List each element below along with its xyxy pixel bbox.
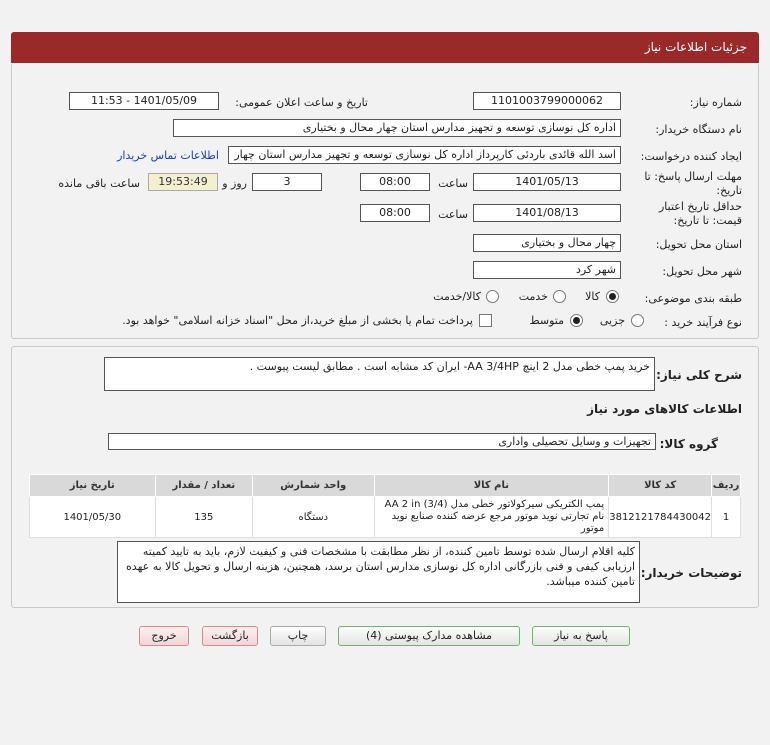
cell-row: 1	[712, 497, 741, 538]
remaining-label: ساعت باقی مانده	[58, 177, 140, 190]
back-button[interactable]: بازگشت	[202, 626, 258, 646]
buyer-notes-field: کلیه اقلام ارسال شده توسط تامین کننده، از نظر مطابقت با مشخصات فنی و کیفیت لازم، باید به تایید کمیته ارزیابی کیفی و فنی بازرگانی اداره کل نوسازی مدارس استان برسد، همچنین، هزینه ارسال و تحویل کالا به عهده تامین کننده میباشد.	[117, 541, 640, 603]
process-radio-medium[interactable]	[570, 314, 583, 327]
announce-field[interactable]: 1401/05/09 - 11:53	[69, 92, 219, 110]
category-radio-goods[interactable]	[606, 290, 619, 303]
creator-label: ایجاد کننده درخواست:	[640, 150, 742, 163]
col-unit: واحد شمارش	[253, 475, 374, 497]
cell-name: پمپ الکتریکی سیرکولاتور خطی مدل AA 2 in (3/4) نام تجارتی نوید موتور مرجع عرضه کننده صنایع نوید موتور	[374, 497, 609, 538]
process-label: نوع فرآیند خرید :	[664, 316, 742, 329]
description-label: شرح کلی نیاز:	[656, 368, 742, 382]
col-date: تاریخ نیاز	[30, 475, 156, 497]
contact-buyer-link[interactable]: اطلاعات تماس خریدار	[117, 149, 219, 162]
buyer-org-label: نام دستگاه خریدار:	[655, 123, 742, 136]
remaining-time-field: 19:53:49	[148, 173, 218, 191]
validity-date-field[interactable]: 1401/08/13	[473, 204, 621, 222]
payment-note: پرداخت تمام یا بخشی از مبلغ خرید،از محل "اسناد خزانه اسلامی" خواهد بود.	[122, 314, 473, 327]
print-button[interactable]: چاپ	[270, 626, 326, 646]
deadline-label-1: مهلت ارسال پاسخ: تا	[644, 170, 742, 183]
province-field[interactable]: چهار محال و بختیاری	[473, 234, 621, 252]
category-label: طبقه بندی موضوعی:	[644, 292, 742, 305]
buyer-org-field[interactable]: اداره کل نوسازی توسعه و تجهیز مدارس استان چهار محال و بختیاری	[173, 119, 621, 137]
validity-label-1: حداقل تاریخ اعتبار	[658, 200, 742, 213]
category-option-service: خدمت	[518, 290, 548, 303]
cell-qty: 135	[155, 497, 253, 538]
deadline-time-label: ساعت	[438, 177, 468, 190]
days-field[interactable]: 3	[252, 173, 322, 191]
deadline-time-field[interactable]: 08:00	[360, 173, 430, 191]
city-field[interactable]: شهر کرد	[473, 261, 621, 279]
cell-code: 3812121784430042	[609, 497, 712, 538]
process-option-medium: متوسط	[529, 314, 564, 327]
col-qty: تعداد / مقدار	[155, 475, 253, 497]
city-label: شهر محل تحویل:	[662, 265, 742, 278]
payment-checkbox[interactable]	[479, 314, 492, 327]
reply-button[interactable]: پاسخ به نیاز	[532, 626, 630, 646]
col-row: ردیف	[712, 475, 741, 497]
announce-label: تاریخ و ساعت اعلان عمومی:	[235, 96, 368, 109]
process-option-minor: جزیی	[599, 314, 625, 327]
cell-date: 1401/05/30	[30, 497, 156, 538]
deadline-label-2: تاریخ:	[716, 184, 742, 197]
validity-time-field[interactable]: 08:00	[360, 204, 430, 222]
table-row	[30, 497, 741, 538]
page-header	[11, 32, 759, 63]
province-label: استان محل تحویل:	[655, 238, 742, 251]
page-title: جزئیات اطلاعات نیاز	[644, 40, 747, 54]
goods-section-title: اطلاعات کالاهای مورد نیاز	[587, 402, 742, 416]
goods-group-label: گروه کالا:	[659, 437, 718, 451]
days-label: روز و	[222, 177, 247, 190]
description-field: خرید پمپ خطی مدل 2 اینچ AA 3/4HP- ایران کد مشابه است . مطابق لیست پیوست .	[104, 357, 655, 391]
category-option-goods: کالا	[585, 290, 600, 303]
creator-field[interactable]: اسد الله قائدی باردئی کارپرداز اداره کل نوسازی توسعه و تجهیز مدارس استان چهار	[228, 146, 621, 164]
category-option-goods-service: کالا/خدمت	[433, 290, 481, 303]
category-radio-service[interactable]	[553, 290, 566, 303]
cell-unit: دستگاه	[253, 497, 374, 538]
validity-label-2: قیمت: تا تاریخ:	[673, 214, 742, 227]
exit-button[interactable]: خروج	[139, 626, 189, 646]
validity-time-label: ساعت	[438, 208, 468, 221]
col-code: کد کالا	[609, 475, 712, 497]
goods-table	[29, 474, 741, 538]
buyer-notes-label: توضیحات خریدار:	[640, 566, 742, 580]
category-radio-goods-service[interactable]	[486, 290, 499, 303]
need-number-label: شماره نیاز:	[689, 96, 742, 109]
need-number-field[interactable]: 1101003799000062	[473, 92, 621, 110]
col-name: نام کالا	[374, 475, 609, 497]
view-attachments-button[interactable]: مشاهده مدارک پیوستی (4)	[338, 626, 520, 646]
process-radio-minor[interactable]	[631, 314, 644, 327]
goods-group-field: تجهیزات و وسایل تحصیلی واداری	[108, 433, 656, 450]
deadline-date-field[interactable]: 1401/05/13	[473, 173, 621, 191]
